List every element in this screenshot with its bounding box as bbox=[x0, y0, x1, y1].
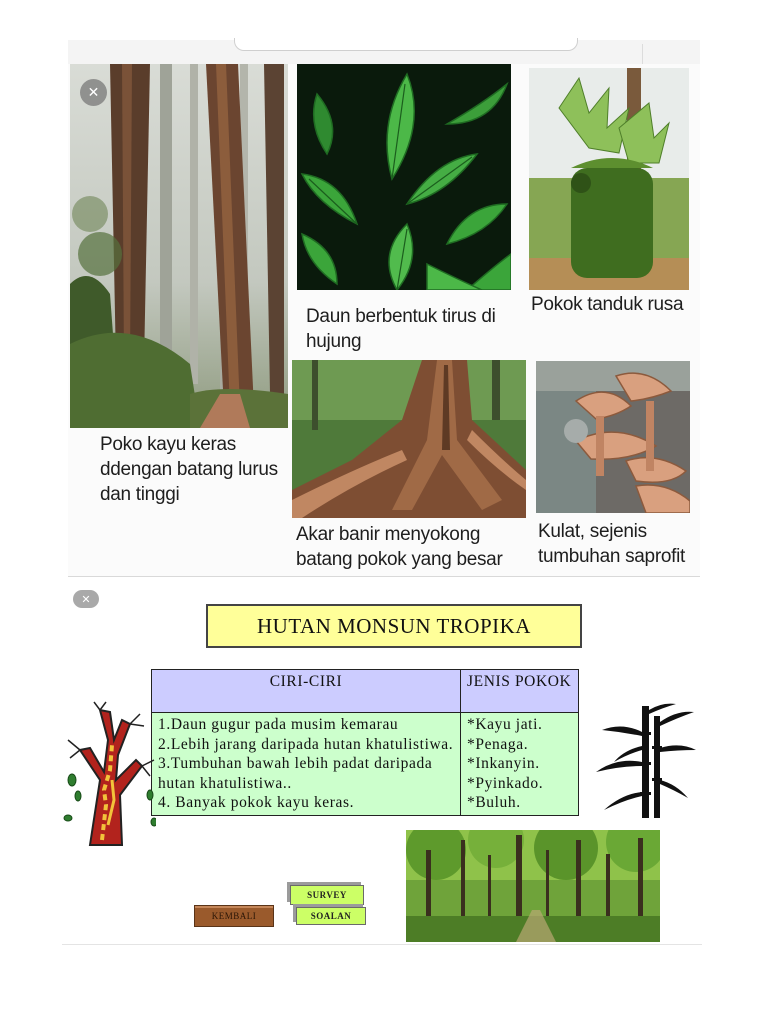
tall-hardwood-trees-photo bbox=[70, 64, 288, 428]
ciri-item: 4. Banyak pokok kayu keras. bbox=[158, 794, 355, 812]
address-bar[interactable] bbox=[234, 38, 578, 51]
characteristics-table bbox=[151, 669, 579, 816]
slide-title: HUTAN MONSUN TROPIKA bbox=[206, 604, 582, 648]
fungus-photo bbox=[536, 361, 690, 513]
tapered-leaves-photo bbox=[297, 64, 511, 290]
caption-tall-trees: Poko kayu keras ddengan batang lurus dan tinggi bbox=[100, 434, 278, 505]
caption-fungus: Kulat, sejenis tumbuhan saprofit bbox=[538, 521, 685, 567]
buttress-roots-photo bbox=[292, 360, 526, 518]
jenis-item: *Buluh. bbox=[467, 794, 521, 812]
section-divider bbox=[68, 576, 700, 577]
ciri-item: 1.Daun gugur pada musim kemarau bbox=[158, 716, 399, 733]
caption-staghorn: Pokok tanduk rusa bbox=[531, 294, 684, 315]
caption-leaves: Daun berbentuk tirus di hujung bbox=[306, 306, 496, 352]
jenis-list bbox=[461, 713, 579, 816]
kembali-button[interactable]: KEMBALI bbox=[194, 905, 274, 927]
jenis-item: *Pyinkado. bbox=[467, 774, 544, 792]
survey-button[interactable]: SURVEY bbox=[290, 885, 364, 905]
close-icon: ✕ bbox=[87, 84, 100, 101]
ciri-item: 3.Tumbuhan bawah lebih padat daripada hutan khatulistiwa.. bbox=[158, 755, 433, 792]
close-icon: ✕ bbox=[81, 592, 91, 606]
jenis-item: *Kayu jati. bbox=[467, 716, 543, 733]
bamboo-clipart bbox=[592, 702, 696, 820]
ciri-list bbox=[152, 713, 461, 816]
column-header-jenis: JENIS POKOK bbox=[461, 670, 579, 713]
deciduous-tree-clipart bbox=[60, 700, 156, 850]
jenis-item: *Inkanyin. bbox=[467, 755, 540, 773]
bottom-divider bbox=[62, 944, 702, 945]
close-slide-button[interactable] bbox=[73, 590, 99, 608]
ciri-item: 2.Lebih jarang daripada hutan khatulistiwa. bbox=[158, 735, 454, 753]
toolbar-separator bbox=[642, 44, 643, 64]
staghorn-fern-photo bbox=[529, 68, 689, 290]
jenis-item: *Penaga. bbox=[467, 735, 529, 753]
soalan-button[interactable]: SOALAN bbox=[296, 907, 366, 925]
column-header-ciri: CIRI-CIRI bbox=[152, 670, 461, 713]
close-image-button[interactable] bbox=[80, 79, 107, 106]
monsoon-forest-photo bbox=[406, 830, 660, 942]
caption-buttress: Akar banir menyokong batang pokok yang besar bbox=[296, 524, 503, 570]
